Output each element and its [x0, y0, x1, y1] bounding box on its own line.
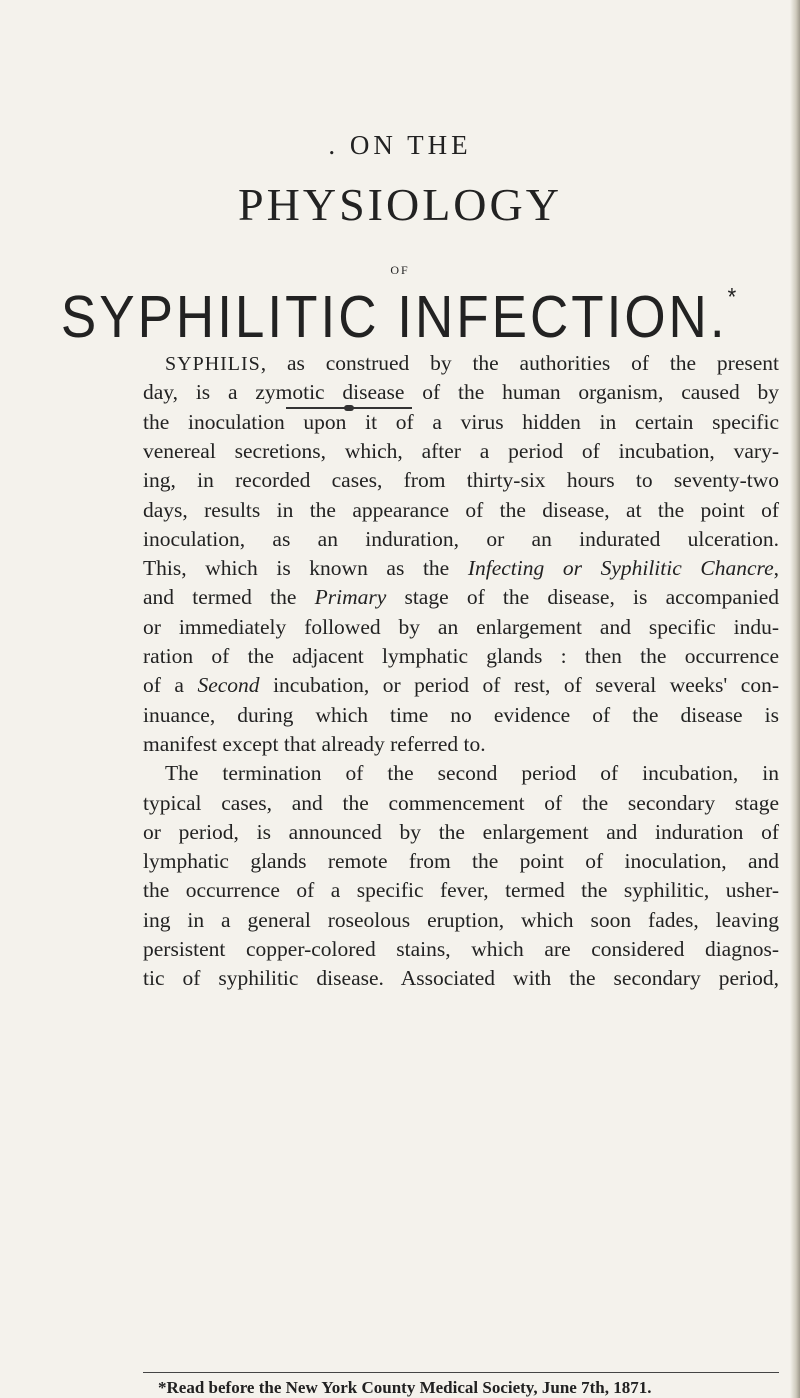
text-line: typical cases, and the commencement of the secondary stage	[143, 790, 779, 815]
text-line: This, which is known as the Infecting or Syphilitic Chancre,	[143, 556, 780, 581]
text-line: and termed the Primary stage of the disease, is accompanied	[143, 585, 779, 610]
text-line: ing, in recorded cases, from thirty-six hours to seventy-two	[143, 468, 779, 493]
text-line: inuance, during which time no evidence of the disease is	[143, 702, 779, 727]
emphasis-text: SYPHILIS	[165, 353, 261, 375]
text-line: SYPHILIS, as construed by the authorities of the present	[165, 351, 779, 375]
text-line: tic of syphilitic disease. Associated with the secondary period,	[143, 966, 779, 991]
subtitle-text: SYPHILITIC INFECTION.	[60, 284, 728, 351]
footnote-marker: *	[727, 283, 740, 311]
text-line: days, results in the appearance of the disease, at the point of	[143, 497, 779, 522]
footnote-divider	[143, 1372, 779, 1373]
emphasis-text: Infecting or Syphilitic Chancre	[467, 556, 774, 581]
title-connector: OF	[390, 263, 410, 277]
footnote: *Read before the New York County Medical Society, June 7th, 1871.	[158, 1378, 652, 1397]
text-line: ration of the adjacent lymphatic glands : then the occurrence	[143, 644, 779, 668]
text-line: the occurrence of a specific fever, termed the syphilitic, usher-	[143, 878, 779, 903]
text-line: inoculation, as an induration, or an indurated ulceration.	[143, 526, 779, 551]
text-line: The termination of the second period of incubation, in	[165, 761, 779, 786]
text-line: or immediately followed by an enlargement and specific indu-	[143, 614, 779, 639]
text-line: lymphatic glands remote from the point of inoculation, and	[143, 849, 779, 874]
title-kicker: . ON THE	[328, 130, 472, 160]
text-line: day, is a zymotic disease of the human organism, caused by	[143, 380, 779, 405]
page-subtitle	[0, 283, 800, 351]
text-line: persistent copper-colored stains, which are considered diagnos-	[143, 937, 779, 961]
text-line: of a Second incubation, or period of rest, of several weeks' con-	[143, 673, 780, 698]
text-line: the inoculation upon it of a virus hidden in certain specific	[143, 409, 779, 434]
body-text	[0, 338, 800, 991]
text-line: venereal secretions, which, after a period of incubation, vary-	[143, 438, 779, 463]
text-line: ing in a general roseolous eruption, which soon fades, leaving	[143, 907, 779, 932]
page-edge-shadow	[790, 0, 800, 1398]
emphasis-text: Second	[197, 673, 260, 698]
emphasis-text: Primary	[314, 585, 387, 610]
text-line: or period, is announced by the enlargement and induration of	[143, 819, 779, 844]
text-line: manifest except that already referred to.	[143, 731, 486, 756]
page-title: PHYSIOLOGY	[238, 179, 562, 230]
